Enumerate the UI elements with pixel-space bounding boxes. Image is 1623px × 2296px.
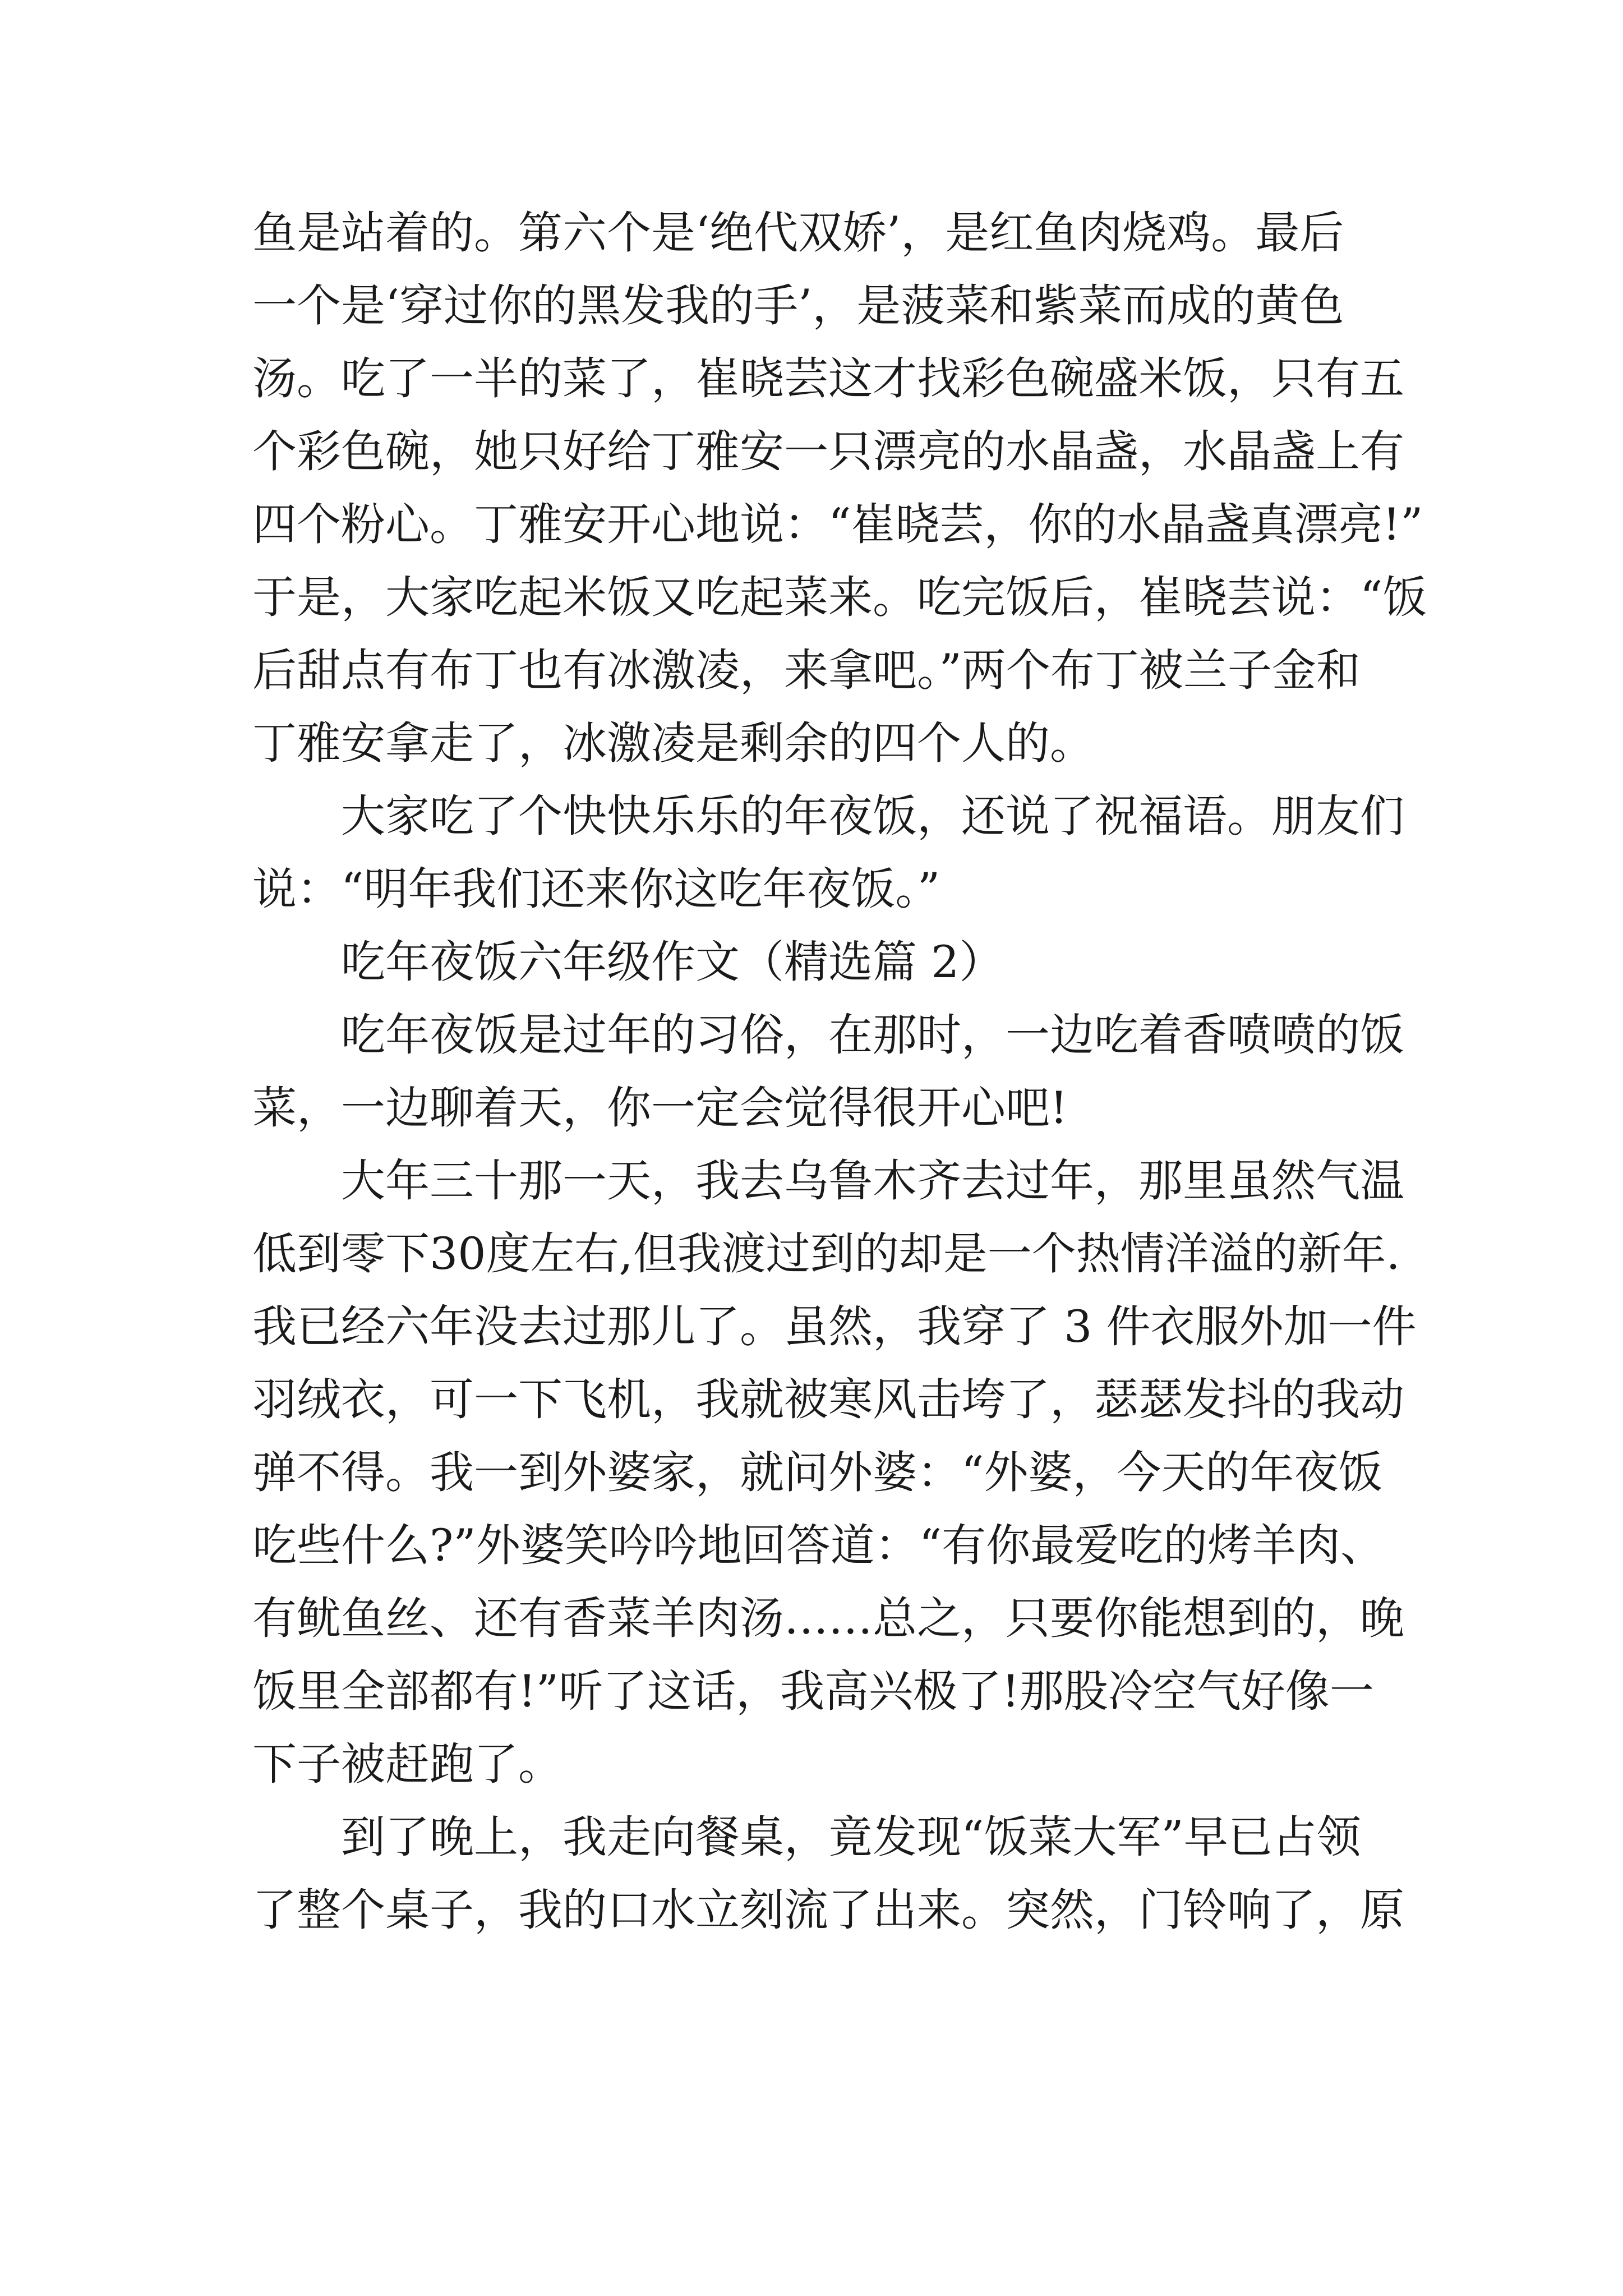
paragraph-line: 到了晚上，我走向餐桌，竟发现“饭菜大军”早已占领 [341,1811,1361,1863]
paragraph-line: 饭里全部都有!”听了这话，我高兴极了!那股冷空气好像一 [252,1665,1374,1717]
paragraph-line: 丁雅安拿走了，冰激凌是剩余的四个人的。 [252,717,1094,769]
paragraph-line: 吃年夜饭是过年的习俗，在那时，一边吃着香喷喷的饭 [341,1009,1404,1061]
paragraph-line: 我已经六年没去过那儿了。虽然，我穿了 3 件衣服外加一件 [252,1301,1417,1352]
paragraph-line: 羽绒衣，可一下飞机，我就被寒风击垮了，瑟瑟发抖的我动 [252,1374,1404,1425]
paragraph-line: 吃些什么?”外婆笑吟吟地回答道：“有你最爱吃的烤羊肉、 [252,1520,1385,1571]
paragraph-line: 菜，一边聊着天，你一定会觉得很开心吧! [252,1082,1068,1134]
paragraph-line: 个彩色碗，她只好给丁雅安一只漂亮的水晶盏，水晶盏上有 [252,426,1404,477]
paragraph-line: 于是，大家吃起米饭又吃起菜来。吃完饭后，崔晓芸说：“饭 [252,572,1427,623]
paragraph-line: 汤。吃了一半的菜了，崔晓芸这才找彩色碗盛米饭，只有五 [252,353,1404,404]
paragraph-line: 有鱿鱼丝、还有香菜羊肉汤……总之，只要你能想到的，晚 [252,1593,1404,1644]
paragraph-line: 大年三十那一天，我去乌鲁木齐去过年，那里虽然气温 [341,1155,1404,1207]
essay-text [252,196,1427,1947]
paragraph-line: 一个是‘穿过你的黑发我的手’，是菠菜和紫菜而成的黄色 [252,280,1344,332]
paragraph-line: 了整个桌子，我的口水立刻流了出来。突然，门铃响了，原 [252,1884,1404,1936]
paragraph-line: 鱼是站着的。第六个是‘绝代双娇’，是红鱼肉烧鸡。最后 [252,207,1344,259]
section-heading: 吃年夜饭六年级作文（精选篇 2） [341,936,1004,988]
paragraph-line: 后甜点有布丁也有冰激凌，来拿吧。”两个布丁被兰子金和 [252,645,1361,696]
paragraph-line: 低到零下30度左右,但我渡过到的却是一个热情洋溢的新年. [252,1228,1400,1280]
paragraph-line: 弹不得。我一到外婆家，就问外婆：“外婆，今天的年夜饭 [252,1447,1383,1498]
paragraph-line: 四个粉心。丁雅安开心地说：“崔晓芸，你的水晶盏真漂亮!” [252,499,1423,550]
paragraph-line: 说：“明年我们还来你这吃年夜饭。” [252,863,940,915]
paragraph-line: 下子被赶跑了。 [252,1738,562,1790]
paragraph-line: 大家吃了个快快乐乐的年夜饭，还说了祝福语。朋友们 [341,790,1404,842]
